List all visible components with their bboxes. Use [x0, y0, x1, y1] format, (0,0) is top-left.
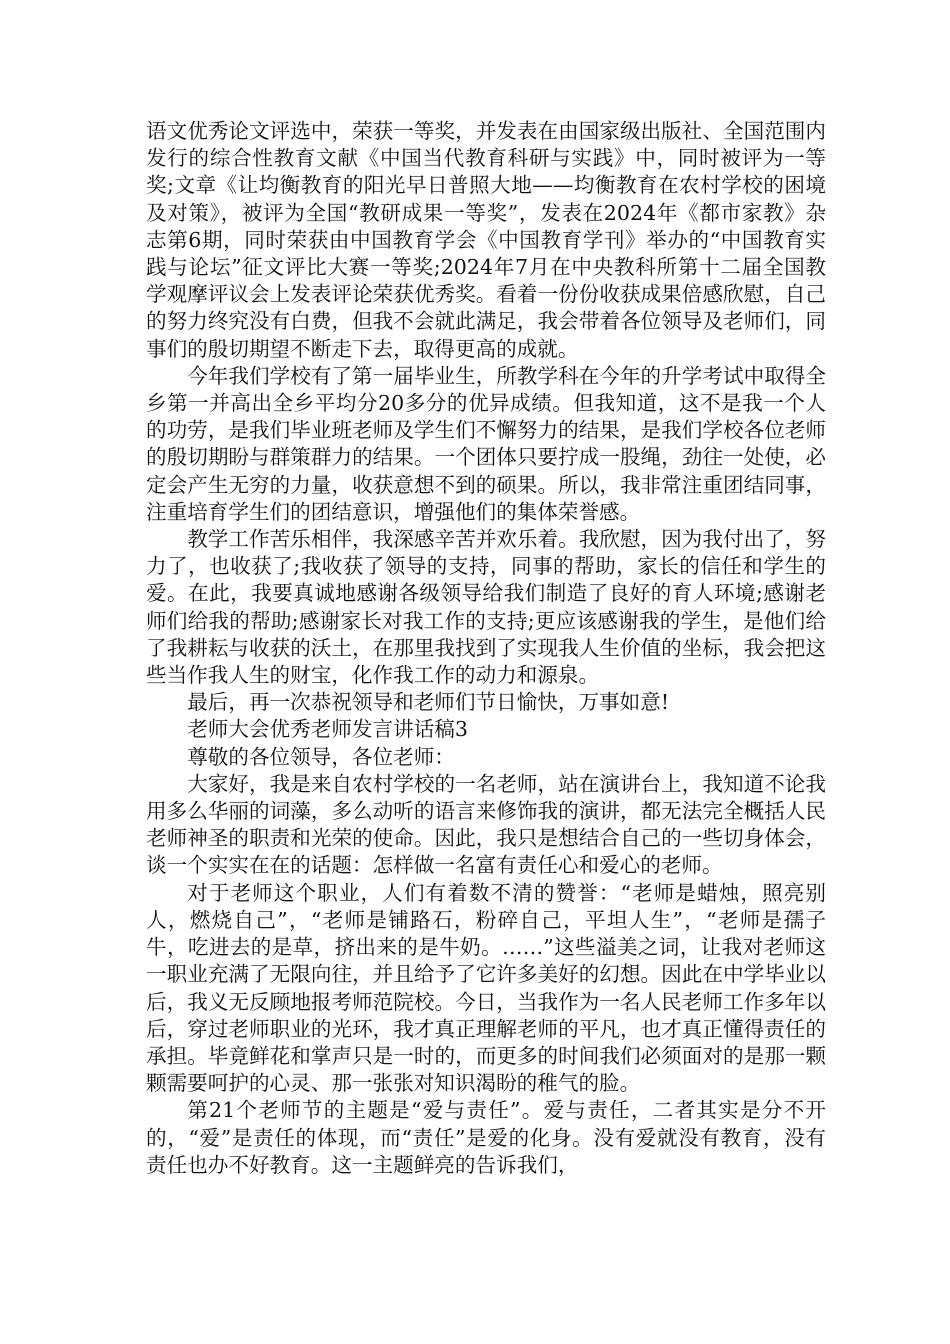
- paragraph: 最后，再一次恭祝领导和老师们节日愉快，万事如意!: [187, 690, 670, 715]
- paragraph: 今年我们学校有了第一届毕业生，所教学科在今年的升学考试中取得全乡第一并高出全乡平均分20多分的优异成绩。但我知道，这不是我一个人的功劳，是我们毕业班老师及学生们不懈努力的结果，是我们学校各位老师的殷切期盼与群策群力的结果。一个团体只要拧成一股绳，劲往一处使，必定会产生无穷的力量，收获意想不到的硕果。所以，我非常注重团结同事，注重培育学生们的团结意识，增强他们的集体荣誉感。: [146, 363, 826, 524]
- paragraph: 对于老师这个职业，人们有着数不清的赞誉：“老师是蜡烛，照亮别人，燃烧自己”，“老师是铺路石，粉碎自己，平坦人生”，“老师是孺子牛，吃进去的是草，挤出来的是牛奶。……”这些溢美之词，让我对老师这一职业充满了无限向往，并且给予了它许多美好的幻想。因此在中学毕业以后，我义无反顾地报考师范院校。今日，当我作为一名人民老师工作多年以后，穿过老师职业的光环，我才真正理解老师的平凡，也才真正懂得责任的承担。毕竟鲜花和掌声只是一时的，而更多的时间我们必须面对的是那一颗颗需要呵护的心灵、那一张张对知识渴盼的稚气的脸。: [146, 880, 826, 1096]
- paragraph: 教学工作苦乐相伴，我深感辛苦并欢乐着。我欣慰，因为我付出了，努力了，也收获了;我收获了领导的支持，同事的帮助，家长的信任和学生的爱。在此，我要真诚地感谢各级领导给我们制造了良好的育人环境;感谢老师们给我的帮助;感谢家长对我工作的支持;更应该感谢我的学生，是他们给了我耕耘与收获的沃土，在那里我找到了实现我人生价值的坐标，我会把这些当作我人生的财宝，化作我工作的动力和源泉。: [146, 527, 826, 688]
- paragraph: 语文优秀论文评选中，荣获一等奖，并发表在由国家级出版社、全国范围内发行的综合性教育文献《中国当代教育科研与实践》中，同时被评为一等奖;文章《让均衡教育的阳光早日普照大地——均衡教育在农村学校的困境及对策》，被评为全国“教研成果一等奖”，发表在2024年《都市家教》杂志第6期，同时荣获由中国教育学会《中国教育学刊》举办的“中国教育实践与论坛”征文评比大赛一等奖;2024年7月在中央教科所第十二届全国教学观摩评议会上发表评论荣获优秀奖。看着一份份收获成果倍感欣慰，自己的努力终究没有白费，但我不会就此满足，我会带着各位领导及老师们，同事们的殷切期望不断走下去，取得更高的成就。: [146, 119, 826, 361]
- section-heading: 老师大会优秀老师发言讲话稿3: [187, 717, 469, 742]
- salutation: 尊敬的各位领导，各位老师：: [187, 744, 455, 769]
- paragraph: 大家好，我是来自农村学校的一名老师，站在演讲台上，我知道不论我用多么华丽的词藻，多么动听的语言来修饰我的演讲，都无法完全概括人民老师神圣的职责和光荣的使命。因此，我只是想结合自己的一些切身体会，谈一个实实在在的话题：怎样做一名富有责任心和爱心的老师。: [146, 771, 826, 878]
- paragraph: 第21个老师节的主题是“爱与责任”。爱与责任，二者其实是分不开的，“爱”是责任的体现，而“责任”是爱的化身。没有爱就没有教育，没有责任也办不好教育。这一主题鲜亮的告诉我们，: [146, 1098, 826, 1177]
- document-body: [146, 118, 826, 1179]
